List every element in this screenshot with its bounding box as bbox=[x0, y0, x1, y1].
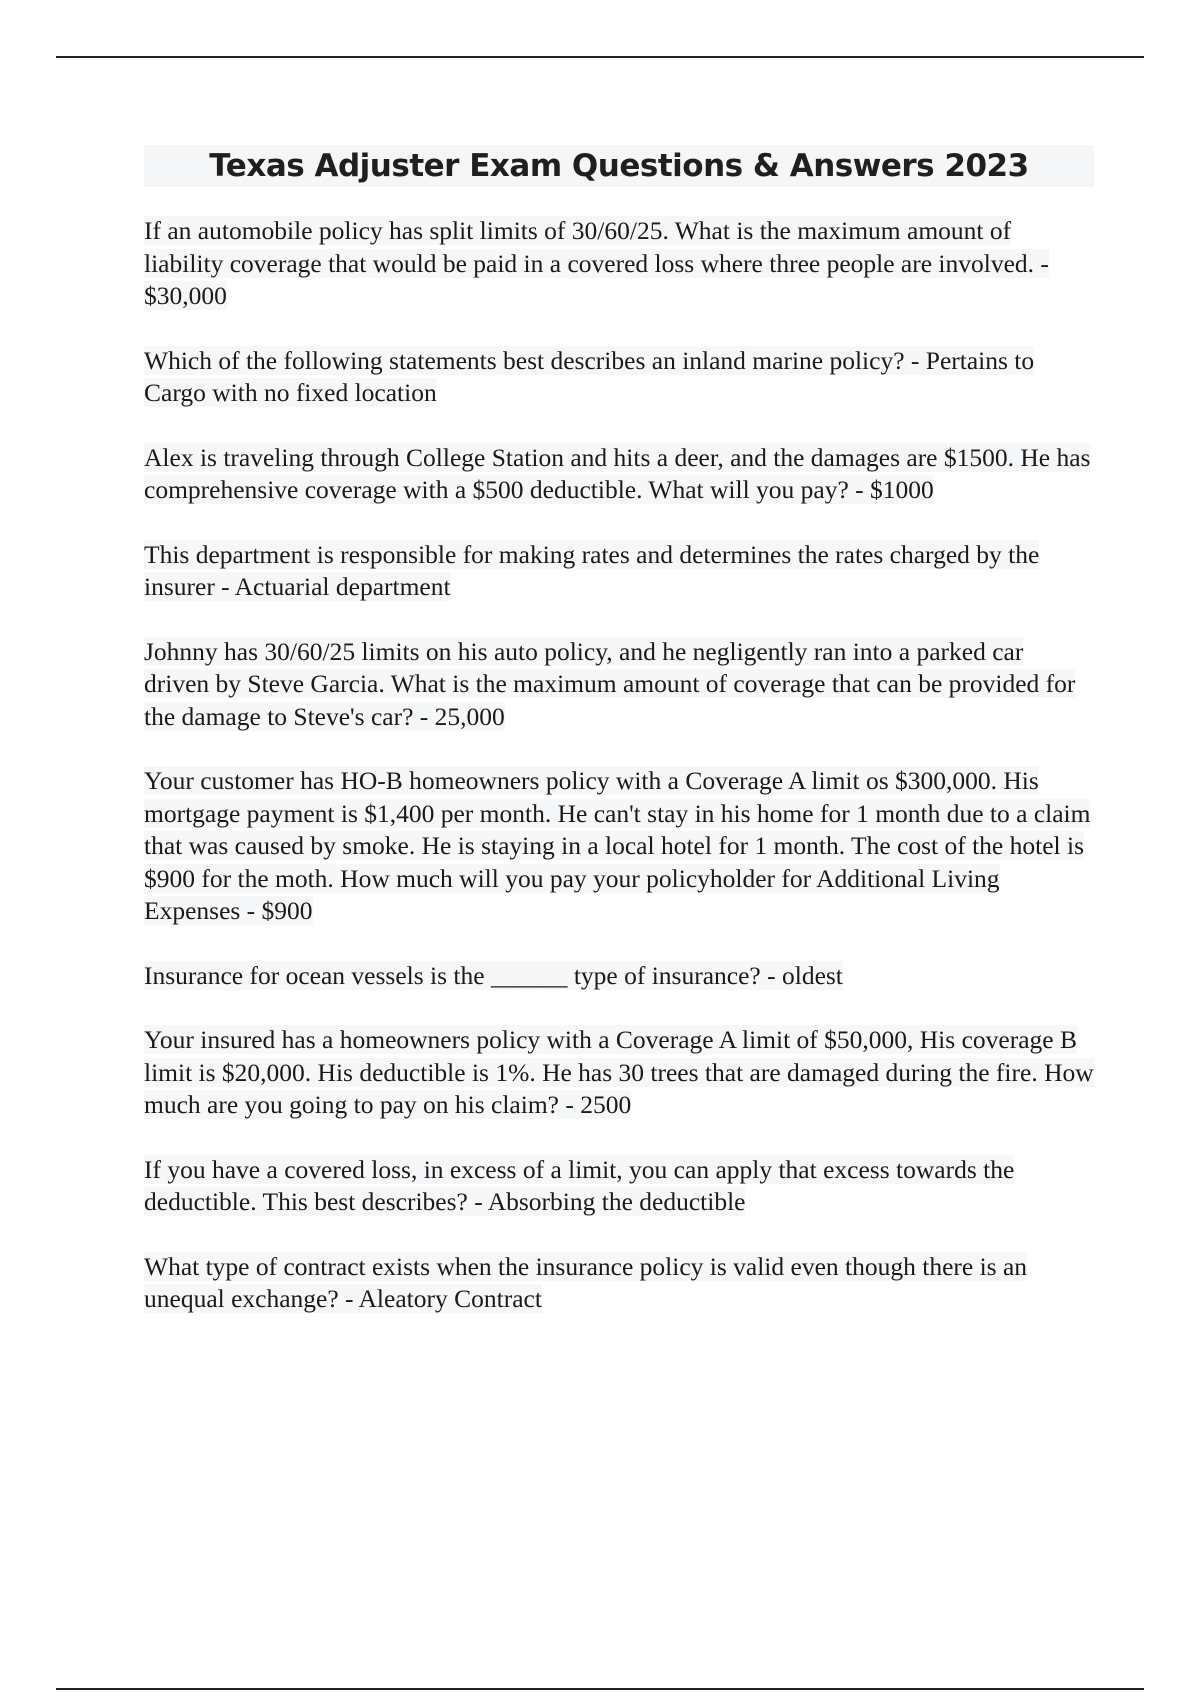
document-body bbox=[144, 145, 1094, 1348]
qa-item-5 bbox=[144, 636, 1094, 734]
qa-item-6 bbox=[144, 765, 1094, 928]
qa-text: Your insured has a homeowners policy with a Coverage A limit of $50,000, His coverage B limit is $20,000. His deductible is 1%. He has 30 trees that are damaged during the fire. How much are you going to pay on his claim? - 2500 bbox=[144, 1025, 1094, 1119]
qa-text: Which of the following statements best describes an inland marine policy? - Pertains to Cargo with no fixed location bbox=[144, 345, 1035, 407]
qa-text: Johnny has 30/60/25 limits on his auto policy, and he negligently ran into a parked car driven by Steve Garcia. What is the maximum amount of coverage that can be provided for the damage to Steve's car? - 25,000 bbox=[144, 636, 1076, 731]
top-divider bbox=[56, 56, 1144, 58]
qa-text: This department is responsible for making rates and determines the rates charged by the insurer - Actuarial department bbox=[144, 539, 1040, 601]
qa-item-9 bbox=[144, 1154, 1094, 1219]
bottom-divider bbox=[56, 1688, 1144, 1690]
qa-item-2 bbox=[144, 345, 1094, 410]
qa-text: What type of contract exists when the insurance policy is valid even though there is an unequal exchange? - Aleatory Contract bbox=[144, 1251, 1028, 1313]
qa-text: Alex is traveling through College Station and hits a deer, and the damages are $1500. He has comprehensive coverage with a $500 deductible. What will you pay? - $1000 bbox=[144, 442, 1091, 504]
qa-item-7 bbox=[144, 960, 1094, 993]
qa-item-1 bbox=[144, 215, 1094, 313]
qa-text: Your customer has HO-B homeowners policy with a Coverage A limit os $300,000. His mortgage payment is $1,400 per month. He can't stay in his home for 1 month due to a claim that was caused by smoke. He is staying in a local hotel for 1 month. The cost of the hotel is $900 for the moth. How much will you pay your policyholder for Additional Living Expenses - $900 bbox=[144, 766, 1091, 925]
qa-item-4 bbox=[144, 539, 1094, 604]
qa-item-3 bbox=[144, 442, 1094, 507]
qa-text: If you have a covered loss, in excess of a limit, you can apply that excess towards the deductible. This best describes? - Absorbing the deductible bbox=[144, 1154, 1015, 1216]
qa-item-10 bbox=[144, 1251, 1094, 1316]
qa-item-8 bbox=[144, 1024, 1094, 1122]
title-band bbox=[144, 145, 1094, 187]
document-title: Texas Adjuster Exam Questions & Answers 2023 bbox=[209, 148, 1029, 184]
qa-text: Insurance for ocean vessels is the ______ type of insurance? - oldest bbox=[144, 960, 843, 990]
question-answer-list bbox=[144, 215, 1094, 1316]
qa-text: If an automobile policy has split limits of 30/60/25. What is the maximum amount of liability coverage that would be paid in a covered loss where three people are involved. - $30,000 bbox=[144, 216, 1049, 310]
